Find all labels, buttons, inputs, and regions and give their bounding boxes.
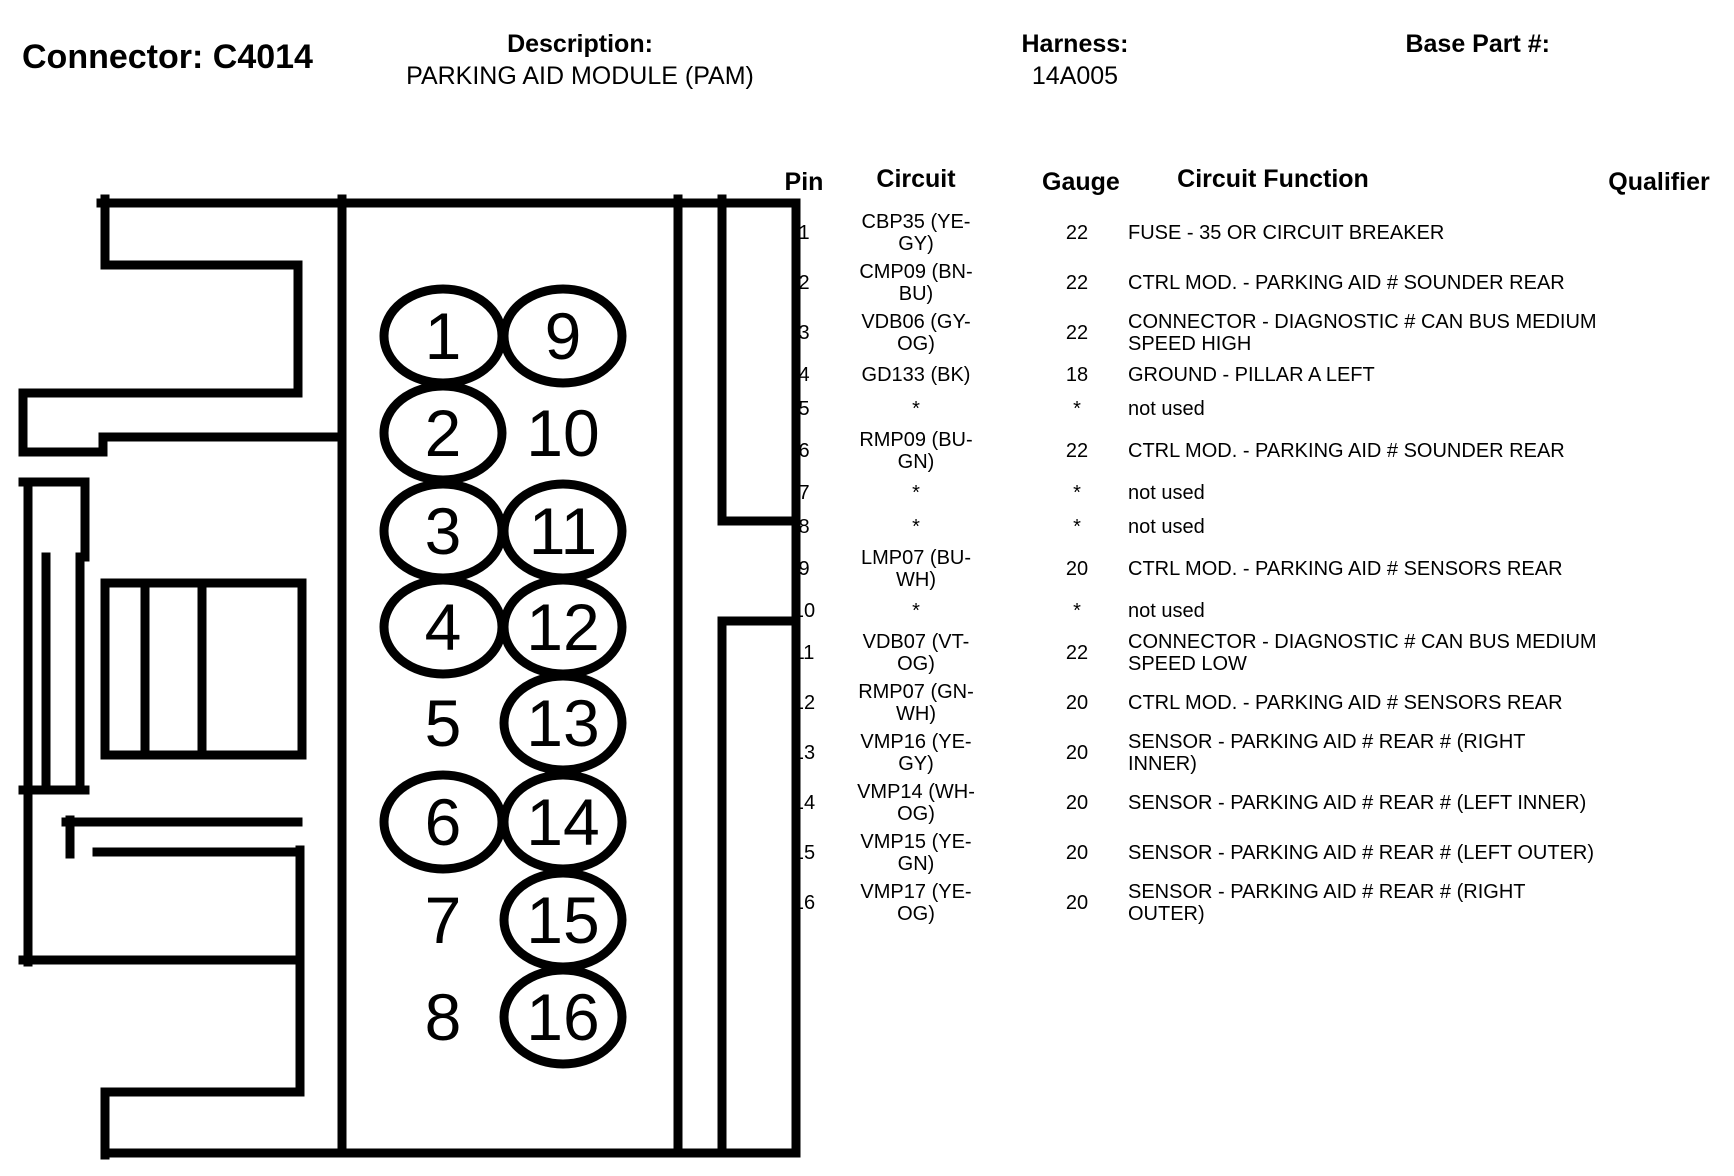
pin-cell: 7: [798, 481, 810, 504]
pin-number: 8: [424, 980, 462, 1054]
circuit-cell: RMP09 (BU- GN): [859, 429, 973, 473]
pin-number: 1: [424, 299, 462, 373]
pin-number: 14: [526, 785, 600, 859]
connector-outline: [23, 199, 796, 1155]
circuit-cell: *: [912, 600, 920, 622]
description-label: Description:: [507, 30, 653, 58]
gauge-cell: *: [1073, 599, 1081, 622]
pin-cell: 2: [798, 271, 810, 294]
function-cell: CTRL MOD. - PARKING AID # SOUNDER REAR: [1128, 440, 1565, 462]
pin-cell: 10: [792, 599, 816, 622]
harness-label: Harness:: [1021, 30, 1129, 58]
table-row: [784, 258, 1574, 308]
table-row: [784, 628, 1597, 678]
function-cell: SENSOR - PARKING AID # REAR # (RIGHT INNER): [1128, 731, 1526, 775]
pin-number: 10: [526, 396, 600, 470]
pin-cell: 13: [792, 741, 816, 764]
pin-cell: 6: [798, 439, 810, 462]
pin-number: 6: [424, 785, 462, 859]
pin-number: 5: [424, 686, 462, 760]
table-row: [784, 678, 1574, 728]
table-body: [784, 208, 1597, 928]
gauge-cell: 22: [1065, 321, 1089, 344]
pin-cell: 8: [798, 515, 810, 538]
gauge-cell: 20: [1065, 791, 1089, 814]
pin-number: 16: [526, 980, 600, 1054]
col-header-qualifier: Qualifier: [1608, 168, 1710, 196]
table-row: [784, 308, 1597, 358]
circuit-cell: CBP35 (YE- GY): [861, 211, 971, 255]
circuit-cell: CMP09 (BN- BU): [859, 261, 973, 305]
pin-cell: 9: [798, 557, 810, 580]
col-header-function: Circuit Function: [1177, 165, 1369, 193]
table-row: [784, 728, 1574, 778]
gauge-cell: *: [1073, 481, 1081, 504]
table-row: [784, 828, 1595, 878]
base-part-block: [1370, 28, 1550, 60]
gauge-cell: 20: [1065, 741, 1089, 764]
gauge-cell: *: [1073, 397, 1081, 420]
connector-title: Connector: C4014: [22, 38, 313, 76]
pin-number: 11: [528, 494, 598, 568]
pin-number: 7: [424, 883, 462, 957]
gauge-cell: 20: [1065, 557, 1089, 580]
table-row: [784, 476, 1574, 510]
function-cell: not used: [1128, 398, 1205, 420]
function-cell: CTRL MOD. - PARKING AID # SENSORS REAR: [1128, 692, 1563, 714]
harness-block: [960, 28, 1190, 92]
function-cell: CTRL MOD. - PARKING AID # SENSORS REAR: [1128, 558, 1563, 580]
gauge-cell: 22: [1065, 221, 1089, 244]
circuit-cell: RMP07 (GN- WH): [858, 681, 974, 725]
function-cell: SENSOR - PARKING AID # REAR # (LEFT INNER): [1128, 792, 1587, 814]
table-row: [784, 878, 1574, 928]
function-cell: SENSOR - PARKING AID # REAR # (LEFT OUTER): [1128, 842, 1595, 864]
pin-cell: 3: [798, 321, 810, 344]
table-row: [784, 778, 1587, 828]
pin-number: 2: [424, 396, 462, 470]
harness-value: 14A005: [1031, 62, 1119, 90]
table-row: [784, 544, 1574, 594]
circuit-cell: VMP14 (WH- OG): [857, 781, 975, 825]
table-row: [784, 358, 1574, 392]
function-cell: not used: [1128, 516, 1205, 538]
function-cell: not used: [1128, 482, 1205, 504]
table-row: [784, 208, 1574, 258]
circuit-cell: *: [912, 516, 920, 538]
pin-number: 12: [526, 590, 600, 664]
pin-cell: 11: [793, 641, 815, 664]
circuit-cell: *: [912, 482, 920, 504]
circuit-cell: VMP15 (YE- GN): [860, 831, 972, 875]
table-row: [784, 594, 1574, 628]
connector-diagram: [0, 0, 800, 1176]
pin-number: 9: [544, 299, 582, 373]
pin-ellipses: [384, 289, 622, 1064]
gauge-cell: *: [1073, 515, 1081, 538]
function-cell: CONNECTOR - DIAGNOSTIC # CAN BUS MEDIUM SPEED HIGH: [1128, 311, 1597, 355]
table-row: [784, 392, 1574, 426]
base-part-label: Base Part #:: [1405, 30, 1550, 58]
pin-cell: 16: [792, 891, 816, 914]
pin-cell: 4: [798, 363, 810, 386]
pin-cell: 5: [798, 397, 810, 420]
pinout-table: [784, 165, 1710, 928]
function-cell: CONNECTOR - DIAGNOSTIC # CAN BUS MEDIUM SPEED LOW: [1128, 631, 1597, 675]
gauge-cell: 18: [1065, 363, 1089, 386]
gauge-cell: 20: [1065, 841, 1089, 864]
circuit-cell: VDB07 (VT- OG): [862, 631, 970, 675]
circuit-cell: GD133 (BK): [861, 364, 971, 386]
gauge-cell: 22: [1065, 439, 1089, 462]
pin-number: 3: [424, 494, 462, 568]
pin-number: 13: [526, 686, 600, 760]
pin-number: 4: [424, 590, 462, 664]
circuit-cell: VMP16 (YE- GY): [860, 731, 972, 775]
pin-cell: 1: [798, 221, 810, 244]
col-header-gauge: Gauge: [1042, 168, 1120, 196]
circuit-cell: LMP07 (BU- WH): [860, 547, 972, 591]
col-header-circuit: Circuit: [876, 165, 956, 193]
gauge-cell: 20: [1065, 691, 1089, 714]
gauge-cell: 20: [1065, 891, 1089, 914]
pin-number: 15: [526, 883, 600, 957]
gauge-cell: 22: [1065, 641, 1089, 664]
pin-cell: 12: [792, 691, 816, 714]
col-header-pin: Pin: [784, 168, 824, 196]
circuit-cell: *: [912, 398, 920, 420]
table-header-row: [784, 165, 1710, 208]
function-cell: CTRL MOD. - PARKING AID # SOUNDER REAR: [1128, 272, 1565, 294]
pin-cell: 14: [792, 791, 816, 814]
function-cell: FUSE - 35 OR CIRCUIT BREAKER: [1128, 222, 1445, 244]
gauge-cell: 22: [1065, 271, 1089, 294]
pin-cell: 15: [792, 841, 816, 864]
function-cell: GROUND - PILLAR A LEFT: [1128, 364, 1375, 386]
description-value: PARKING AID MODULE (PAM): [406, 62, 754, 90]
table-row: [784, 510, 1574, 544]
function-cell: not used: [1128, 600, 1205, 622]
function-cell: SENSOR - PARKING AID # REAR # (RIGHT OUTER): [1128, 881, 1526, 925]
circuit-cell: VMP17 (YE- OG): [860, 881, 972, 925]
circuit-cell: VDB06 (GY- OG): [861, 311, 971, 355]
table-row: [784, 426, 1574, 476]
